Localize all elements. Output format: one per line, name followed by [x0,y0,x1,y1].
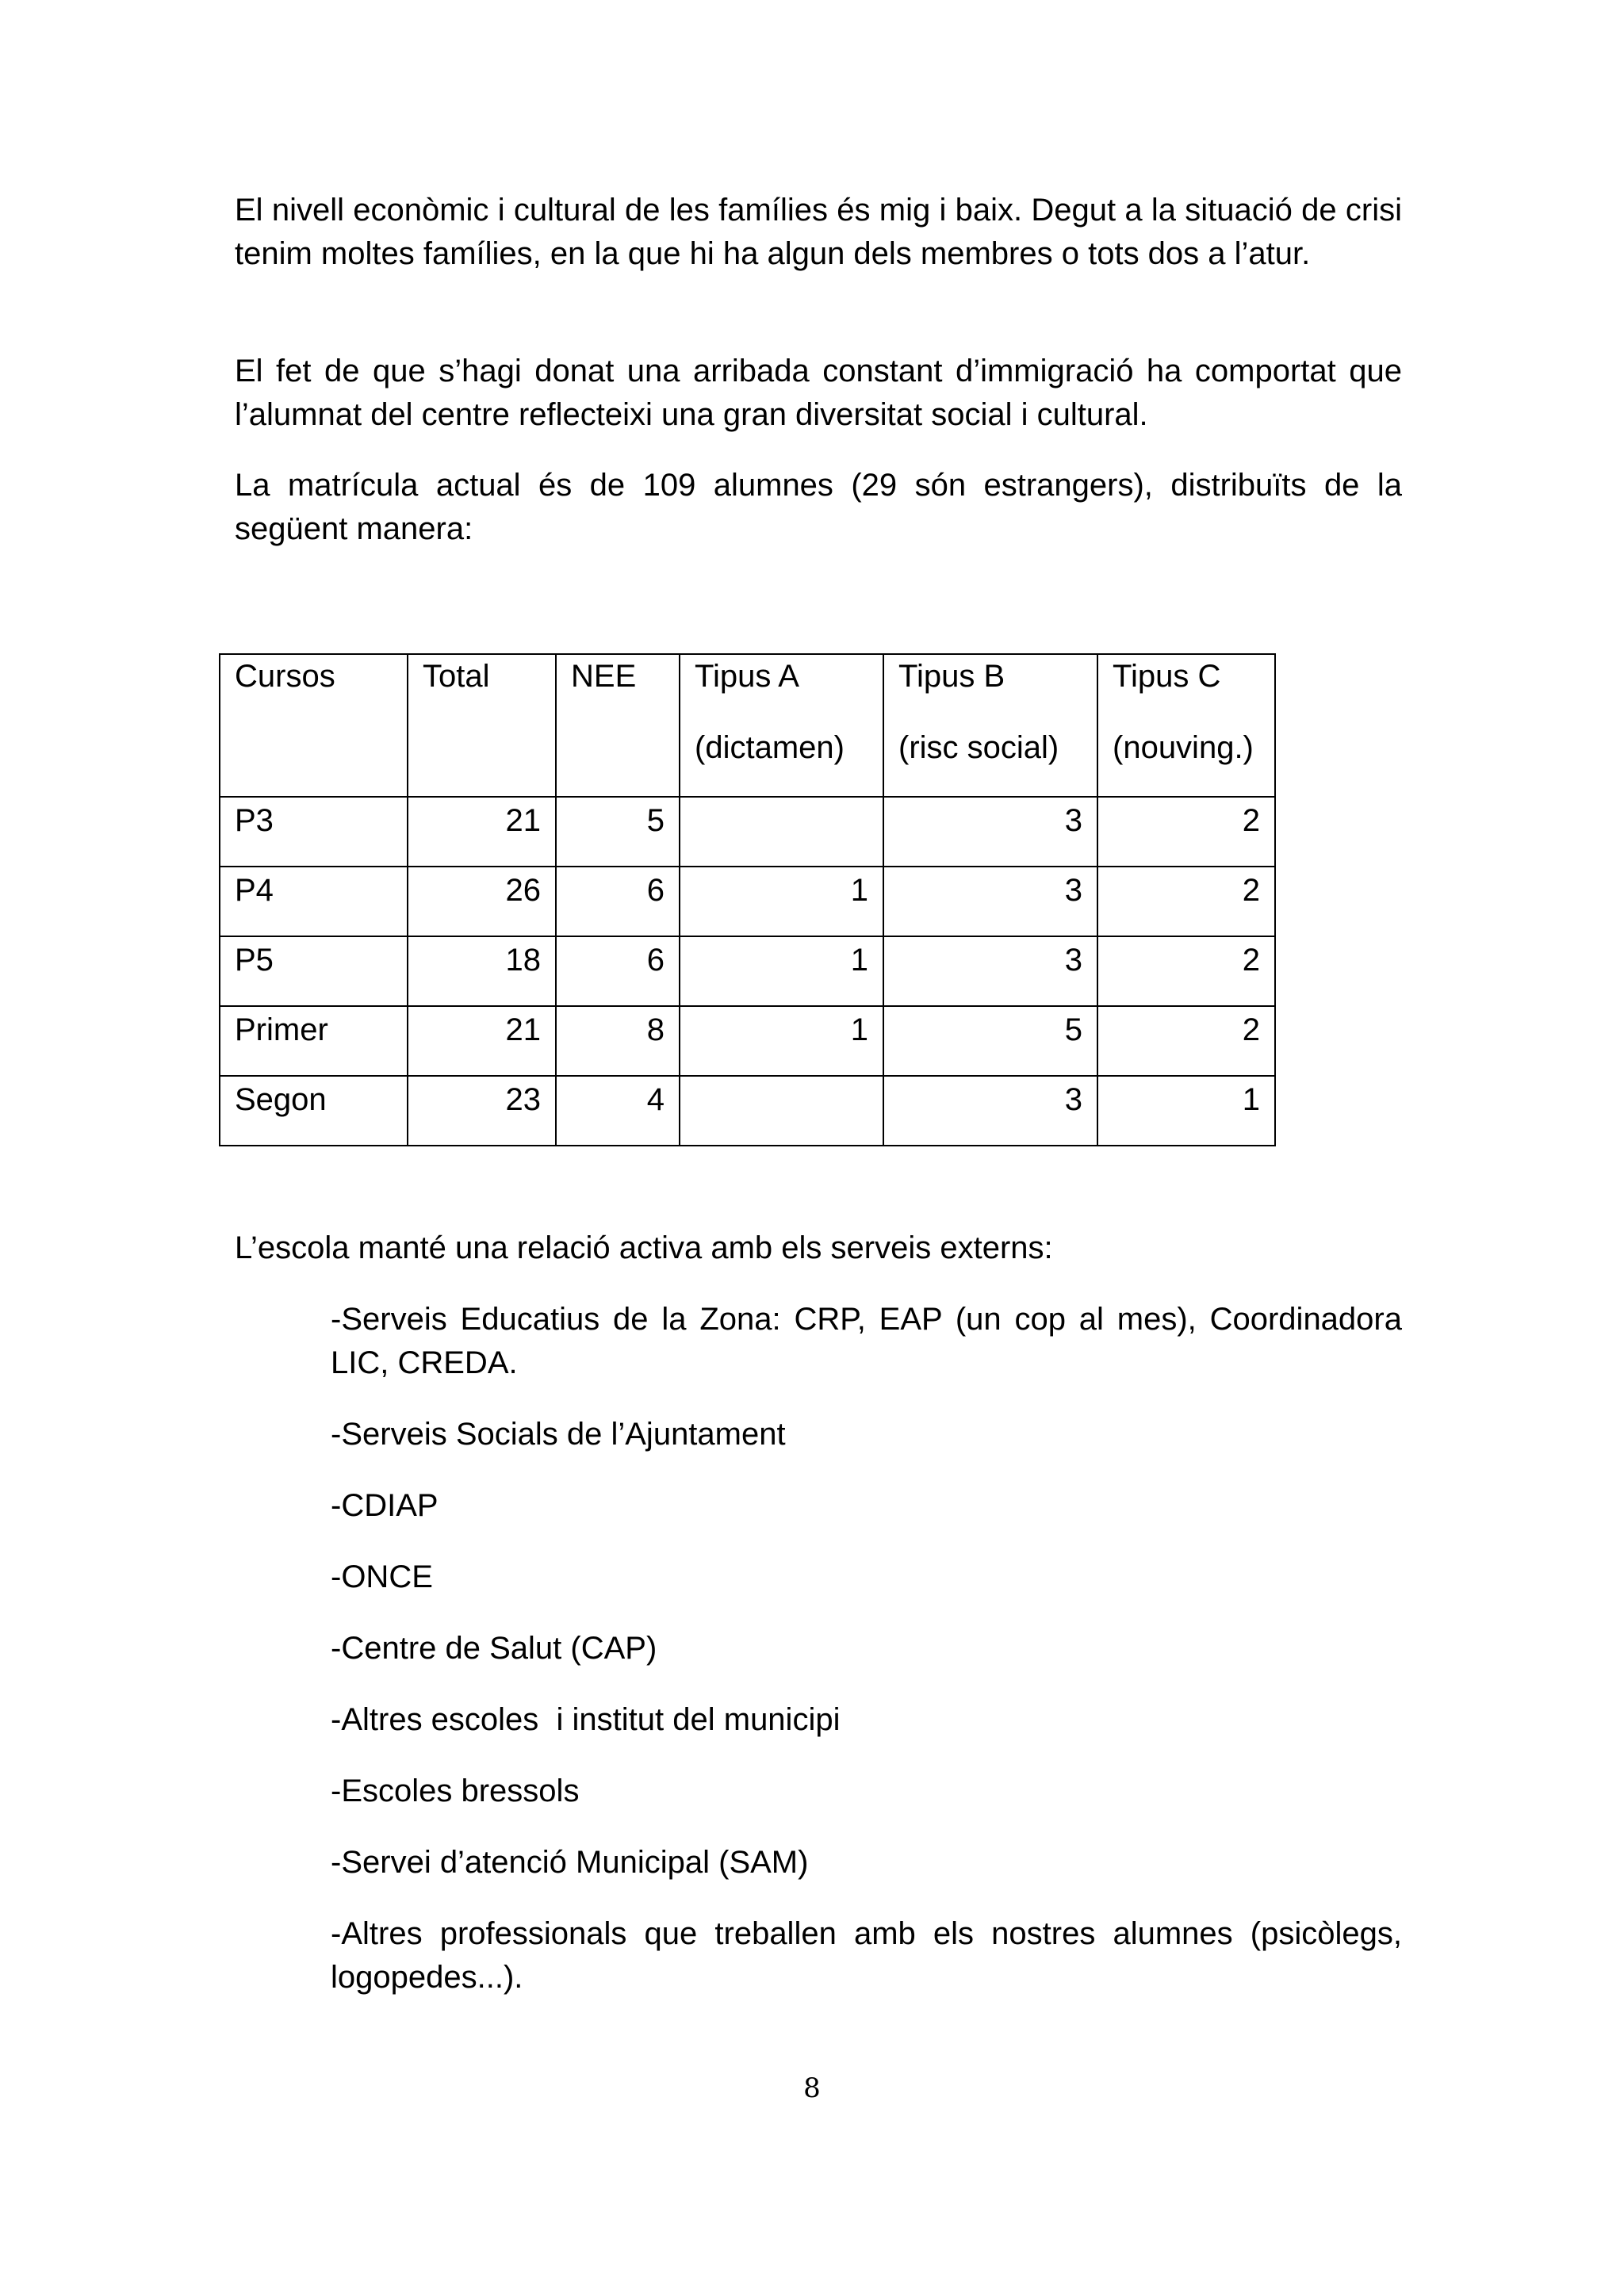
header-tipus-c: Tipus C (nouving.) [1097,654,1275,797]
paragraph-enrollment: La matrícula actual és de 109 alumnes (29 són estrangers), distribuïts de la següent manera: [235,468,1402,546]
table-row [220,1076,1275,1146]
cell-curs: P5 [220,936,408,1006]
cell-tipus-c: 2 [1097,1006,1275,1076]
cell-curs: P3 [220,797,408,867]
list-item: -Serveis Educatius de la Zona: CRP, EAP (un cop al mes), Coordinadora LIC, CREDA. [331,1302,1402,1380]
cell-total: 26 [408,867,556,936]
table-row [220,936,1275,1006]
cell-tipus-b: 3 [883,867,1097,936]
cell-curs: Segon [220,1076,408,1146]
cell-nee: 6 [556,936,680,1006]
paragraph-external-services: L’escola manté una relació activa amb els serveis externs: [235,1230,1053,1265]
list-item: -Escoles bressols [331,1774,580,1808]
enrollment-table-wrapper [219,653,1276,1146]
list-item: -Serveis Socials de l’Ajuntament [331,1417,786,1452]
cell-tipus-c: 2 [1097,936,1275,1006]
cell-total: 23 [408,1076,556,1146]
cell-tipus-a: 1 [680,867,883,936]
cell-tipus-b: 5 [883,1006,1097,1076]
cell-total: 21 [408,1006,556,1076]
list-item: -Altres professionals que treballen amb els nostres alumnes (psicòlegs, logopedes...). [331,1916,1402,1995]
page-number: 8 [803,2072,821,2104]
cell-nee: 4 [556,1076,680,1146]
cell-total: 18 [408,936,556,1006]
cell-tipus-b: 3 [883,1076,1097,1146]
header-tipus-a: Tipus A (dictamen) [680,654,883,797]
cell-nee: 5 [556,797,680,867]
cell-tipus-c: 1 [1097,1076,1275,1146]
cell-nee: 8 [556,1006,680,1076]
cell-tipus-c: 2 [1097,797,1275,867]
cell-tipus-a: 1 [680,936,883,1006]
cell-tipus-b: 3 [883,797,1097,867]
cell-tipus-b: 3 [883,936,1097,1006]
paragraph-economic-level: El nivell econòmic i cultural de les famílies és mig i baix. Degut a la situació de crisi tenim moltes famílies, en la que hi ha algun dels membres o tots dos a l’atur. [235,193,1402,271]
header-tipus-b: Tipus B (risc social) [883,654,1097,797]
table-row [220,797,1275,867]
cell-total: 21 [408,797,556,867]
cell-tipus-a: 1 [680,1006,883,1076]
paragraph-immigration: El fet de que s’hagi donat una arribada constant d’immigració ha comportat que l’alumnat del centre reflecteixi una gran diversitat social i cultural. [235,354,1402,432]
header-nee: NEE [556,654,680,797]
list-item: -Altres escoles i institut del municipi [331,1702,841,1737]
external-services-list [331,1298,1402,2027]
cell-tipus-a [680,1076,883,1146]
table-header-row [220,654,1275,797]
table-row [220,1006,1275,1076]
cell-tipus-a [680,797,883,867]
enrollment-table [219,653,1276,1146]
header-total: Total [408,654,556,797]
list-item: -CDIAP [331,1488,439,1523]
cell-tipus-c: 2 [1097,867,1275,936]
table-row [220,867,1275,936]
cell-curs: Primer [220,1006,408,1076]
cell-nee: 6 [556,867,680,936]
list-item: -ONCE [331,1559,433,1594]
list-item: -Centre de Salut (CAP) [331,1631,657,1666]
header-cursos: Cursos [220,654,408,797]
cell-curs: P4 [220,867,408,936]
list-item: -Servei d’atenció Municipal (SAM) [331,1845,809,1880]
